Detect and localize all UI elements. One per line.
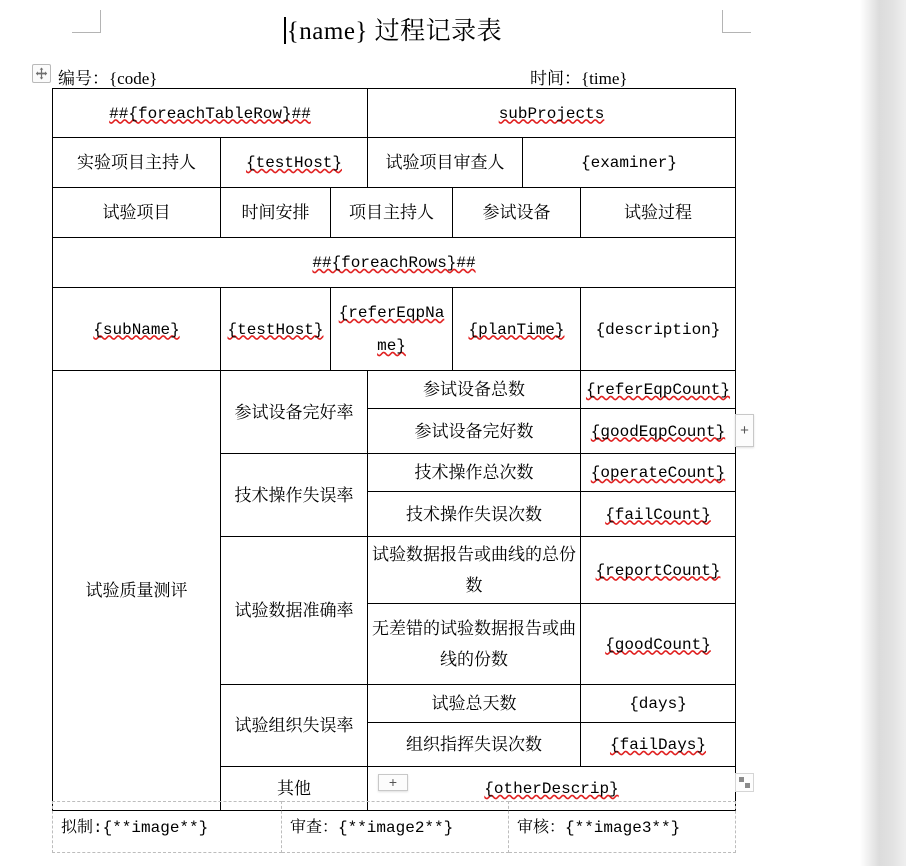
cell-group-1-item-0-label[interactable]: 技术操作总次数: [368, 454, 581, 492]
main-record-table[interactable]: [52, 88, 736, 811]
cell-test-host[interactable]: [221, 288, 331, 371]
cell-group-2-item-1-label[interactable]: 无差错的试验数据报告或曲线的份数: [368, 604, 581, 685]
refer-eqp-name-token: {referEqpName}: [338, 304, 445, 355]
cell-group-3-item-1-label[interactable]: 组织指挥失误次数: [368, 723, 581, 767]
cell-quality-label[interactable]: 试验质量测评: [53, 371, 221, 811]
good-eqp-count-token: {goodEqpCount}: [590, 422, 726, 441]
cell-examiner-value[interactable]: [523, 138, 736, 188]
cell-group-2-item-0-label[interactable]: 试验数据报告或曲线的总份数: [368, 537, 581, 604]
move-table-handle[interactable]: [32, 64, 51, 83]
cell-group-1-name[interactable]: 技术操作失误率: [221, 454, 368, 537]
fail-days-token: {failDays}: [609, 736, 706, 754]
cell-group-3-item-0-label[interactable]: 试验总天数: [368, 685, 581, 723]
cell-description[interactable]: [581, 288, 736, 371]
table-row-placeholder-values[interactable]: [53, 288, 736, 371]
cell-group-2-item-1-value[interactable]: [581, 604, 736, 685]
cell-group-0-item-0-label[interactable]: 参试设备总数: [368, 371, 581, 409]
header-equipment[interactable]: 参试设备: [453, 188, 581, 238]
report-count-token: {reportCount}: [595, 561, 721, 580]
table-row-quality-1[interactable]: [53, 371, 736, 409]
table-row-column-headers[interactable]: [53, 188, 736, 238]
cell-foreach-rows[interactable]: [53, 238, 736, 288]
insert-column-button[interactable]: +: [735, 414, 754, 447]
good-count-token: {goodCount}: [605, 635, 711, 654]
cell-group-0-name[interactable]: 参试设备完好率: [221, 371, 368, 454]
plan-time-token: {planTime}: [468, 320, 565, 339]
examiner-value-token: {examiner}: [580, 154, 677, 172]
sub-projects-token: subProjects: [498, 104, 605, 123]
cell-group-2-name[interactable]: 试验数据准确率: [221, 537, 368, 685]
title-line: [0, 16, 786, 48]
insert-row-button[interactable]: +: [378, 774, 408, 791]
cell-group-0-item-0-value[interactable]: [581, 371, 736, 409]
cell-group-3-item-0-value[interactable]: [581, 685, 736, 723]
header-schedule[interactable]: 时间安排: [221, 188, 331, 238]
header-project-host[interactable]: 项目主持人: [331, 188, 453, 238]
cell-group-1-item-1-label[interactable]: 技术操作失误次数: [368, 492, 581, 537]
move-cross-icon: [35, 67, 48, 80]
time-label: 时间：{time}: [530, 69, 628, 88]
table-row-foreach-rows[interactable]: [53, 238, 736, 288]
cell-refer-eqp-name[interactable]: [331, 288, 453, 371]
cell-group-2-item-0-value[interactable]: [581, 537, 736, 604]
header-test-process[interactable]: 试验过程: [581, 188, 736, 238]
page-right-gutter: [860, 0, 906, 866]
approved-by-token: 审核：{**image3**}: [517, 818, 681, 837]
test-host-token: {testHost}: [227, 320, 324, 339]
cell-group-0-item-1-label[interactable]: 参试设备完好数: [368, 409, 581, 454]
refer-eqp-count-token: {referEqpCount}: [585, 381, 731, 399]
host-value-token: {testHost}: [245, 154, 342, 172]
cell-foreach-table-row[interactable]: [53, 89, 368, 138]
cell-host-label[interactable]: 实验项目主持人: [53, 138, 221, 188]
foreach-rows-token: ##{foreachRows}##: [312, 254, 476, 272]
header-test-project[interactable]: 试验项目: [53, 188, 221, 238]
reviewed-by-token: 审查：{**image2**}: [290, 818, 454, 837]
table-row-host-examiner[interactable]: [53, 138, 736, 188]
cell-reviewed-by[interactable]: [282, 802, 509, 853]
document-meta-row: [52, 64, 735, 88]
cell-sub-name[interactable]: [53, 288, 221, 371]
text-cursor: [284, 17, 286, 44]
drafted-by-token: 拟制:{**image**}: [61, 818, 209, 837]
foreach-table-row-token: ##{foreachTableRow}##: [109, 104, 311, 123]
resize-arrow-icon: [738, 776, 751, 789]
description-token: {description}: [595, 320, 721, 339]
resize-table-handle[interactable]: [735, 773, 754, 792]
signature-table[interactable]: [52, 801, 736, 853]
cell-group-3-name[interactable]: 试验组织失误率: [221, 685, 368, 767]
days-token: {days}: [629, 695, 687, 713]
cell-sub-projects[interactable]: [368, 89, 736, 138]
cell-approved-by[interactable]: [509, 802, 736, 853]
cell-group-1-item-1-value[interactable]: [581, 492, 736, 537]
code-label: 编号：{code}: [58, 69, 158, 88]
cell-other-label[interactable]: 其他: [221, 767, 368, 811]
cell-drafted-by[interactable]: [53, 802, 282, 853]
cell-group-3-item-1-value[interactable]: [581, 723, 736, 767]
cell-examiner-label[interactable]: 试验项目审查人: [368, 138, 523, 188]
cell-group-0-item-1-value[interactable]: [581, 409, 736, 454]
sub-name-token: {subName}: [93, 320, 180, 339]
cell-host-value[interactable]: [221, 138, 368, 188]
operate-count-token: {operateCount}: [590, 464, 726, 482]
fail-count-token: {failCount}: [605, 505, 711, 524]
page-title: {name} 过程记录表: [286, 18, 503, 45]
signature-row[interactable]: [53, 802, 736, 853]
cell-group-1-item-0-value[interactable]: [581, 454, 736, 492]
other-descrip-token: {otherDescrip}: [484, 780, 619, 798]
cell-plan-time[interactable]: [453, 288, 581, 371]
table-row-foreach-table[interactable]: [53, 89, 736, 138]
